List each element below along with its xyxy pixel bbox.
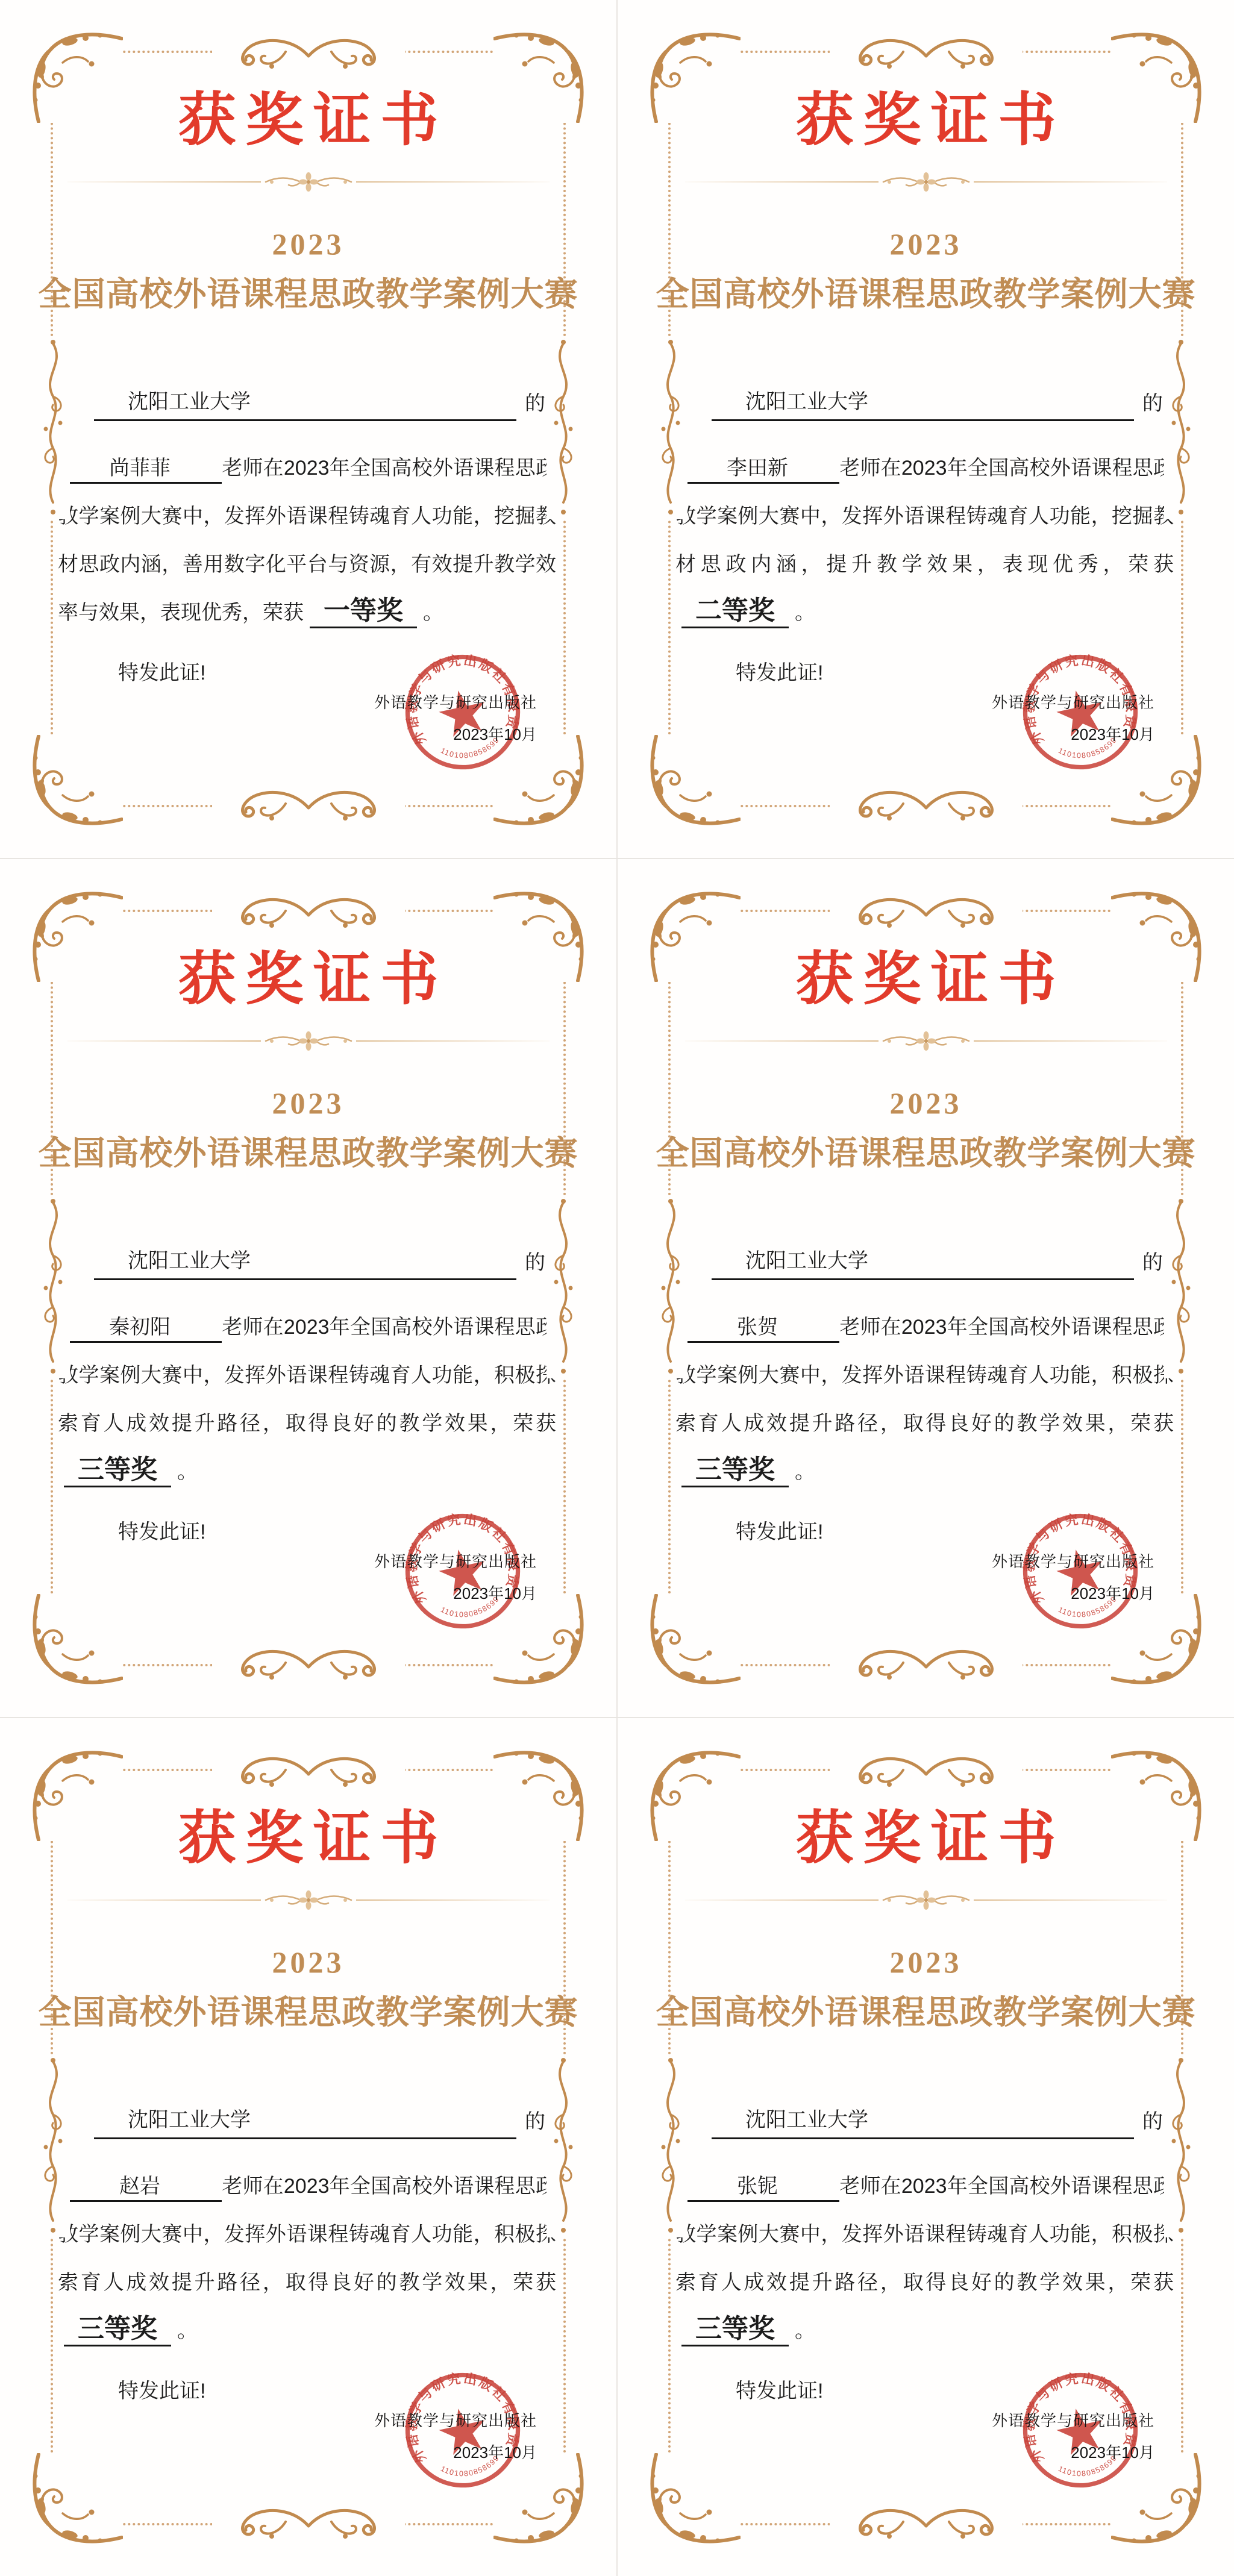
particle-de: 的 [1142, 2110, 1163, 2133]
award-level: 二等奖 [681, 595, 789, 628]
bottom-swirl-ornament-icon [212, 2502, 405, 2544]
period: 。 [177, 1460, 198, 1483]
corner-flourish-icon [644, 27, 741, 123]
teacher-name: 李田新 [675, 454, 839, 484]
issuer-block [992, 2409, 1154, 2463]
citation-text: 老师在2023年全国高校外语课程思政教学案例大赛中，发挥外语课程铸魂育人功能，积极探索育人成效提升路径，取得良好的教学效果，荣获 [58, 2174, 556, 2294]
certificate-title: 获奖证书 [178, 1806, 448, 1871]
corner-flourish-icon [27, 27, 123, 123]
competition-year: 2023 [272, 1945, 345, 1979]
period: 。 [795, 2319, 815, 2342]
left-scroll-ornament-icon [654, 1198, 687, 1378]
certificate-title: 获奖证书 [178, 88, 448, 152]
competition-year: 2023 [889, 227, 962, 261]
teacher-name: 秦初阳 [58, 1313, 222, 1343]
particle-de: 的 [525, 1251, 545, 1274]
school-name: 沈阳工业大学 [94, 385, 516, 421]
particle-de: 的 [1142, 392, 1163, 415]
issue-date: 2023年10月 [1071, 2443, 1154, 2462]
top-swirl-ornament-icon [830, 1750, 1023, 1792]
right-scroll-ornament-icon [547, 339, 580, 519]
teacher-name: 赵岩 [58, 2172, 222, 2202]
closing-line: 特发此证! [736, 2379, 824, 2402]
citation-text: 老师在2023年全国高校外语课程思政教学案例大赛中，发挥外语课程铸魂育人功能，积极探索育人成效提升路径，取得良好的教学效果，荣获 [675, 1315, 1174, 1435]
corner-flourish-icon [644, 1745, 741, 1841]
period: 。 [795, 1460, 815, 1483]
citation-text: 老师在2023年全国高校外语课程思政教学案例大赛中，发挥外语课程铸魂育人功能，挖掘教材思政内涵，善用数字化平台与资源，有效提升教学效率与效果，表现优秀，荣获 [58, 456, 556, 624]
school-name: 沈阳工业大学 [712, 2103, 1134, 2139]
bottom-swirl-ornament-icon [830, 2502, 1023, 2544]
right-scroll-ornament-icon [547, 2057, 580, 2237]
right-scroll-ornament-icon [1164, 2057, 1198, 2237]
particle-de: 的 [1142, 1251, 1163, 1274]
corner-flourish-icon [1111, 27, 1207, 123]
citation-text: 老师在2023年全国高校外语课程思政教学案例大赛中，发挥外语课程铸魂育人功能，积极探索育人成效提升路径，取得良好的教学效果，荣获 [58, 1315, 556, 1435]
issuer-name: 外语教学与研究出版社 [991, 1552, 1154, 1571]
closing-line: 特发此证! [736, 661, 824, 684]
top-swirl-ornament-icon [830, 891, 1023, 933]
corner-flourish-icon [1111, 886, 1207, 982]
bottom-swirl-ornament-icon [830, 1643, 1023, 1685]
issuer-block [992, 1549, 1154, 1604]
issue-date: 2023年10月 [1071, 1584, 1154, 1602]
competition-name: 全国高校外语课程思政教学案例大赛 [38, 275, 578, 313]
closing-line: 特发此证! [118, 2379, 206, 2402]
top-swirl-ornament-icon [212, 32, 405, 74]
issuer-name: 外语教学与研究出版社 [374, 1552, 537, 1571]
closing-line: 特发此证! [118, 1520, 206, 1543]
competition-year: 2023 [889, 1945, 962, 1979]
issuer-block [374, 690, 537, 745]
issuer-block [992, 690, 1154, 745]
certificate-card-4 [618, 859, 1234, 1717]
corner-flourish-icon [1111, 1745, 1207, 1841]
competition-name: 全国高校外语课程思政教学案例大赛 [656, 275, 1196, 313]
award-level: 三等奖 [64, 2313, 171, 2346]
corner-flourish-icon [27, 1745, 123, 1841]
issue-date: 2023年10月 [1071, 725, 1154, 743]
closing-line: 特发此证! [118, 661, 206, 684]
citation-text: 老师在2023年全国高校外语课程思政教学案例大赛中，发挥外语课程铸魂育人功能，挖掘教材思政内涵，提升教学效果，表现优秀，荣获 [675, 456, 1174, 576]
bottom-swirl-ornament-icon [212, 784, 405, 826]
certificate-title: 获奖证书 [795, 88, 1066, 152]
left-scroll-ornament-icon [654, 339, 687, 519]
award-level: 三等奖 [681, 2313, 789, 2346]
school-name: 沈阳工业大学 [712, 1244, 1134, 1280]
certificate-card-6 [618, 1718, 1234, 2576]
issuer-name: 外语教学与研究出版社 [374, 2412, 537, 2430]
corner-flourish-icon [644, 735, 741, 831]
issuer-name: 外语教学与研究出版社 [374, 693, 537, 711]
competition-name: 全国高校外语课程思政教学案例大赛 [38, 1993, 578, 2031]
competition-year: 2023 [889, 1086, 962, 1120]
corner-flourish-icon [644, 1594, 741, 1690]
right-scroll-ornament-icon [1164, 339, 1198, 519]
school-name: 沈阳工业大学 [94, 1244, 516, 1280]
award-level: 一等奖 [310, 595, 417, 628]
left-scroll-ornament-icon [36, 339, 70, 519]
issuer-name: 外语教学与研究出版社 [991, 693, 1154, 711]
certificate-card-3 [0, 859, 616, 1717]
competition-name: 全国高校外语课程思政教学案例大赛 [656, 1993, 1196, 2031]
issue-date: 2023年10月 [453, 725, 537, 743]
competition-year: 2023 [272, 1086, 345, 1120]
certificate-card-2 [618, 0, 1234, 858]
certificate-title: 获奖证书 [795, 947, 1066, 1011]
award-level: 三等奖 [681, 1454, 789, 1487]
right-scroll-ornament-icon [1164, 1198, 1198, 1378]
corner-flourish-icon [27, 886, 123, 982]
teacher-name: 张贺 [675, 1313, 839, 1343]
corner-flourish-icon [644, 2453, 741, 2549]
certificate-card-1 [0, 0, 616, 858]
competition-name: 全国高校外语课程思政教学案例大赛 [38, 1134, 578, 1172]
bottom-swirl-ornament-icon [212, 1643, 405, 1685]
competition-year: 2023 [272, 227, 345, 261]
particle-de: 的 [525, 392, 545, 415]
top-swirl-ornament-icon [212, 1750, 405, 1792]
issue-date: 2023年10月 [453, 2443, 537, 2462]
issuer-block [374, 2409, 537, 2463]
certificate-title: 获奖证书 [795, 1806, 1066, 1871]
award-level: 三等奖 [64, 1454, 171, 1487]
corner-flourish-icon [493, 1745, 590, 1841]
period: 。 [795, 601, 815, 624]
corner-flourish-icon [493, 886, 590, 982]
right-scroll-ornament-icon [547, 1198, 580, 1378]
teacher-name: 尚菲菲 [58, 454, 222, 484]
corner-flourish-icon [27, 735, 123, 831]
left-scroll-ornament-icon [36, 2057, 70, 2237]
school-name: 沈阳工业大学 [94, 2103, 516, 2139]
citation-text: 老师在2023年全国高校外语课程思政教学案例大赛中，发挥外语课程铸魂育人功能，积极探索育人成效提升路径，取得良好的教学效果，荣获 [675, 2174, 1174, 2294]
corner-flourish-icon [644, 886, 741, 982]
competition-name: 全国高校外语课程思政教学案例大赛 [656, 1134, 1196, 1172]
corner-flourish-icon [27, 2453, 123, 2549]
left-scroll-ornament-icon [36, 1198, 70, 1378]
left-scroll-ornament-icon [654, 2057, 687, 2237]
issuer-name: 外语教学与研究出版社 [991, 2412, 1154, 2430]
certificate-title: 获奖证书 [178, 947, 448, 1011]
top-swirl-ornament-icon [212, 891, 405, 933]
corner-flourish-icon [493, 27, 590, 123]
closing-line: 特发此证! [736, 1520, 824, 1543]
top-swirl-ornament-icon [830, 32, 1023, 74]
certificate-card-5 [0, 1718, 616, 2576]
particle-de: 的 [525, 2110, 545, 2133]
bottom-swirl-ornament-icon [830, 784, 1023, 826]
issuer-block [374, 1549, 537, 1604]
period: 。 [423, 601, 443, 624]
corner-flourish-icon [27, 1594, 123, 1690]
teacher-name: 张铌 [675, 2172, 839, 2202]
issue-date: 2023年10月 [453, 1584, 537, 1602]
period: 。 [177, 2319, 198, 2342]
school-name: 沈阳工业大学 [712, 385, 1134, 421]
